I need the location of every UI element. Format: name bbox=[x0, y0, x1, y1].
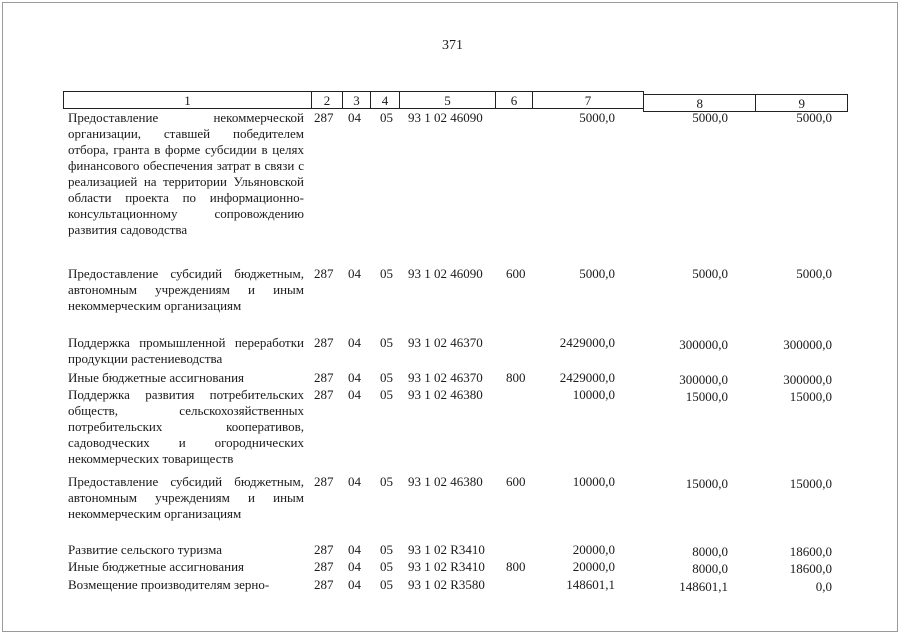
cell-col-2: 287 bbox=[314, 387, 334, 402]
cell-col-7: 5000,0 bbox=[579, 110, 615, 125]
row-name: Поддержка промышленной переработки продукции растениеводства bbox=[68, 335, 304, 366]
cell-col-4: 05 bbox=[380, 370, 393, 385]
cell-col-2: 287 bbox=[314, 474, 334, 489]
cell-col-6: 800 bbox=[506, 559, 526, 574]
cell-col-2: 287 bbox=[314, 110, 334, 125]
row-name: Развитие сельского туризма bbox=[68, 542, 223, 557]
row-name: Поддержка развития потребительских обществ, сельскохозяйственных потребительских кооперативов, садоводческих и огороднических некоммерческих товариществ bbox=[68, 387, 304, 466]
page-number: 371 bbox=[442, 38, 463, 53]
cell-col-7: 20000,0 bbox=[572, 542, 615, 557]
cell-col-5: 93 1 02 R3410 bbox=[408, 542, 485, 557]
cell-col-2: 287 bbox=[314, 266, 334, 281]
cell-col-8: 5000,0 bbox=[692, 110, 728, 125]
cell-col-5: 93 1 02 46380 bbox=[408, 387, 483, 402]
cell-col-3: 04 bbox=[348, 110, 361, 125]
cell-col-9: 15000,0 bbox=[789, 476, 832, 491]
cell-col-4: 05 bbox=[380, 335, 393, 350]
cell-col-9: 5000,0 bbox=[796, 110, 832, 125]
cell-col-8: 8000,0 bbox=[692, 561, 728, 576]
header-col-5: 5 bbox=[400, 92, 496, 108]
cell-col-9: 15000,0 bbox=[789, 389, 832, 404]
cell-col-4: 05 bbox=[380, 577, 393, 592]
cell-col-8: 300000,0 bbox=[679, 372, 728, 387]
cell-col-2: 287 bbox=[314, 370, 334, 385]
cell-col-4: 05 bbox=[380, 266, 393, 281]
cell-col-4: 05 bbox=[380, 542, 393, 557]
cell-col-9: 18600,0 bbox=[789, 561, 832, 576]
cell-col-6: 800 bbox=[506, 370, 526, 385]
cell-col-4: 05 bbox=[380, 474, 393, 489]
header-col-3: 3 bbox=[343, 92, 371, 108]
cell-col-7: 148601,1 bbox=[566, 577, 615, 592]
cell-col-7: 10000,0 bbox=[572, 474, 615, 489]
cell-col-7: 20000,0 bbox=[572, 559, 615, 574]
row-name: Предоставление субсидий бюджетным, автономным учреждениям и иным некоммерческим организациям bbox=[68, 266, 304, 313]
cell-col-4: 05 bbox=[380, 559, 393, 574]
cell-col-6: 600 bbox=[506, 474, 526, 489]
cell-col-5: 93 1 02 R3410 bbox=[408, 559, 485, 574]
cell-col-8: 148601,1 bbox=[679, 579, 728, 594]
header-col-6: 6 bbox=[496, 92, 533, 108]
cell-col-4: 05 bbox=[380, 387, 393, 402]
cell-col-3: 04 bbox=[348, 559, 361, 574]
table-header bbox=[63, 91, 644, 109]
cell-col-5: 93 1 02 46370 bbox=[408, 335, 483, 350]
row-name: Иные бюджетные ассигнования bbox=[68, 370, 245, 385]
cell-col-5: 93 1 02 46090 bbox=[408, 110, 483, 125]
cell-col-7: 5000,0 bbox=[579, 266, 615, 281]
cell-col-9: 0,0 bbox=[815, 579, 832, 594]
cell-col-6: 600 bbox=[506, 266, 526, 281]
header-col-1: 1 bbox=[64, 92, 312, 108]
cell-col-2: 287 bbox=[314, 542, 334, 557]
cell-col-3: 04 bbox=[348, 542, 361, 557]
header-col-7: 7 bbox=[584, 93, 592, 108]
cell-col-7: 2429000,0 bbox=[559, 335, 615, 350]
cell-col-5: 93 1 02 46380 bbox=[408, 474, 483, 489]
header-col-8: 8 bbox=[643, 95, 755, 111]
row-name: Возмещение производителям зерно- bbox=[68, 577, 270, 592]
cell-col-3: 04 bbox=[348, 474, 361, 489]
cell-col-2: 287 bbox=[314, 577, 334, 592]
cell-col-3: 04 bbox=[348, 266, 361, 281]
cell-col-8: 5000,0 bbox=[692, 266, 728, 281]
row-name: Предоставление некоммерческой организации, ставшей победителем отбора, гранта в форме субсидии в целях финансового обеспечения затрат в связи с реализацией на территории Ульяновской области проекта по информационно-консультационному сопровождению развития садоводства bbox=[68, 110, 304, 237]
cell-col-8: 8000,0 bbox=[692, 544, 728, 559]
cell-col-3: 04 bbox=[348, 370, 361, 385]
header-col-9: 9 bbox=[755, 95, 847, 111]
cell-col-3: 04 bbox=[348, 387, 361, 402]
cell-col-5: 93 1 02 46370 bbox=[408, 370, 483, 385]
cell-col-9: 5000,0 bbox=[796, 266, 832, 281]
cell-col-8: 15000,0 bbox=[685, 389, 728, 404]
cell-col-2: 287 bbox=[314, 559, 334, 574]
cell-col-5: 93 1 02 46090 bbox=[408, 266, 483, 281]
cell-col-3: 04 bbox=[348, 335, 361, 350]
header-col-4: 4 bbox=[371, 92, 400, 108]
cell-col-2: 287 bbox=[314, 335, 334, 350]
cell-col-3: 04 bbox=[348, 577, 361, 592]
cell-col-7: 10000,0 bbox=[572, 387, 615, 402]
cell-col-8: 300000,0 bbox=[679, 337, 728, 352]
cell-col-9: 300000,0 bbox=[783, 372, 832, 387]
cell-col-7: 2429000,0 bbox=[559, 370, 615, 385]
row-name: Предоставление субсидий бюджетным, автономным учреждениям и иным некоммерческим организациям bbox=[68, 474, 304, 521]
cell-col-4: 05 bbox=[380, 110, 393, 125]
row-name: Иные бюджетные ассигнования bbox=[68, 559, 245, 574]
cell-col-8: 15000,0 bbox=[685, 476, 728, 491]
cell-col-9: 18600,0 bbox=[789, 544, 832, 559]
cell-col-9: 300000,0 bbox=[783, 337, 832, 352]
header-col-2: 2 bbox=[312, 92, 343, 108]
cell-col-5: 93 1 02 R3580 bbox=[408, 577, 485, 592]
